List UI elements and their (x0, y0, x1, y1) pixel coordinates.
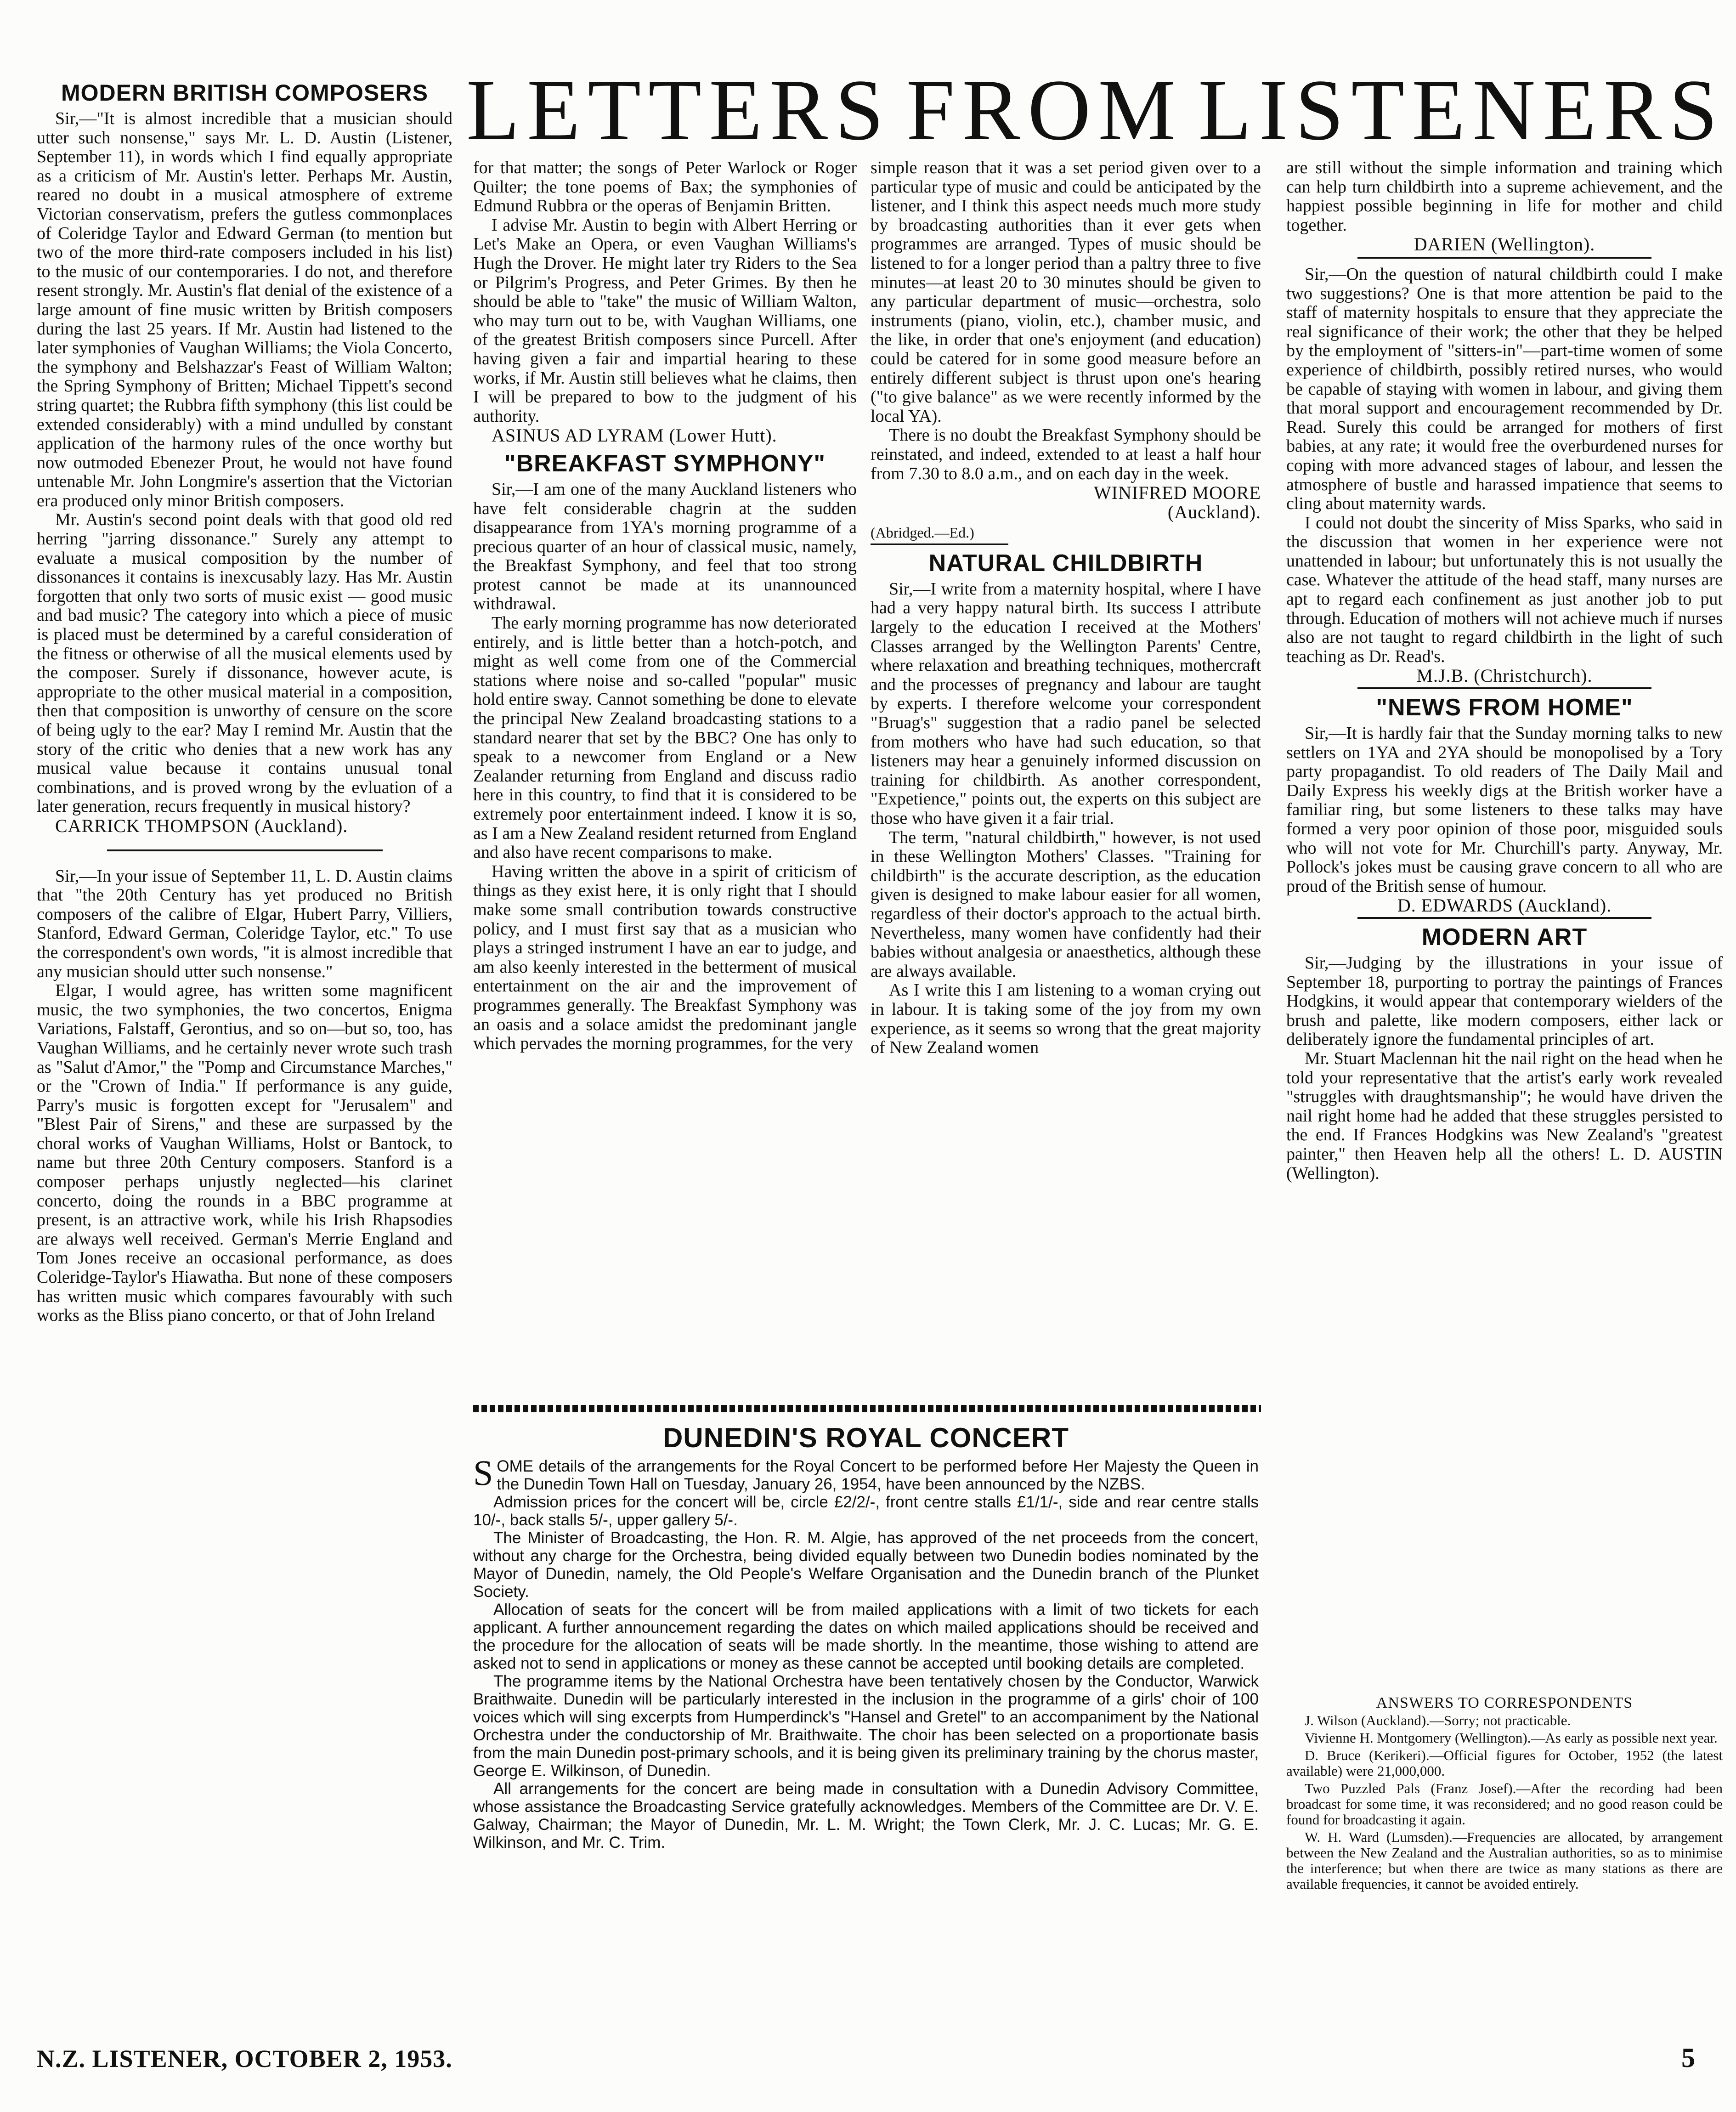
letter-paragraph: I advise Mr. Austin to begin with Albert Herring or Let's Make an Opera, or even Vaughan Williams's Hugh the Drover. He might later try Riders to the Sea or Pilgrim's Progress, and Peter Grimes. By then he should be able to "take" the music of William Walton, who may turn out to be, with Vaughan Williams, one of the greatest British composers since Purcell. After having given a fair and impartial hearing to these works, if Mr. Austin still believes what he claims, then I will be prepared to bow to the judgment of his authority. (473, 215, 857, 426)
letter-paragraph: Sir,—In your issue of September 11, L. D. Austin claims that "the 20th Century has yet produced no British composers of the calibre of Elgar, Hubert Parry, Villiers, Stanford, Edward German, Coleridge Taylor, etc." To use the correspondent's own words, "it is almost incredible that any musician should utter such nonsense." (37, 866, 452, 981)
footer-issue-date: N.Z. LISTENER, OCTOBER 2, 1953. (37, 2045, 452, 2072)
answers-heading: ANSWERS TO CORRESPONDENTS (1376, 1694, 1633, 1711)
letter-paragraph: Sir,—On the question of natural childbirth could I make two suggestions? One is that more attention be paid to the staff of maternity hospitals to ensure that they appreciate the real significance of their work; the other that they be helped by the employment of "sitters-in"—part-time women of some experience of childbirth, possibly retired nurses, who would be capable of staying with women in labour, and giving them that moral support and encouragement recommended by Dr. Read. Surely this could be arranged for mothers of first babies, at any rate; it would free the overburdened nurses for coping with more advanced stages of labour, and lessen the atmosphere of bustle and harassed impatience that seems to cling about maternity wards. (1286, 264, 1723, 514)
concert-top-border (473, 1405, 1261, 1412)
concert-paragraph: Allocation of seats for the concert will be from mailed applications with a limit of two tickets for each applicant. A further announcement regarding the dates on which mailed applications should be received and the procedure for the allocation of seats will be made shortly. In the meantime, those wishing to attend are asked not to send in applications or money as these cannot be accepted until booking details are completed. (473, 1601, 1259, 1672)
letter-signature: WINIFRED MOORE (1094, 482, 1261, 504)
letter-paragraph: Sir,—"It is almost incredible that a musician should utter such nonsense," says Mr. L. D. Austin (Listener, September 11), in words which I find equally appropriate as a criticism of Mr. Austin's letter. Perhaps Mr. Austin, reared no doubt in a musical atmosphere of extreme Victorian conservatism, prefers the gutless commonplaces of Coleridge Taylor and Edward German (to mention but two of the more third-rate composers included in his list) to the music of our contemporaries. I do not, and therefore resent strongly. Mr. Austin's flat denial of the existence of a large amount of fine music written by British composers during the last 25 years. If Mr. Austin had listened to the later symphonies of Vaughan Williams; the Viola Concerto, the symphony and Belshazzar's Feast of William Walton; the Spring Symphony of Britten; Michael Tippett's second string quartet; the Rubbra fifth symphony (this list could be extended considerably) with a mind undulled by constant application of the harmony rules of the once worthy but now outmoded Ebenezer Prout, he would not have found untenable Mr. John Longmire's assertion that the Victorian era produced only minor British composers. (37, 109, 452, 510)
separator-rule (871, 544, 1008, 545)
heading-breakfast-symphony: "BREAKFAST SYMPHONY" (504, 450, 826, 477)
heading-dunedins-royal-concert: DUNEDIN'S ROYAL CONCERT (662, 1422, 1069, 1453)
concert-lead-text: OME details of the arrangements for the Royal Concert to be performed before Her Majesty the Queen in the Dunedin Town Hall on Tuesday, January 26, 1954, have been announced by the NZBS. (497, 1457, 1259, 1493)
concert-article (473, 1420, 1259, 1852)
concert-paragraph: The Minister of Broadcasting, the Hon. R. M. Algie, has approved of the net proceeds from the concert, without any charge for the Orchestra, being divided equally between two Dunedin bodies nominated by the Mayor of Dunedin, namely, the Old People's Welfare Organisation and the Dunedin branch of the Plunket Society. (473, 1529, 1259, 1601)
separator-rule (1357, 917, 1651, 919)
concert-paragraph: Admission prices for the concert will be, circle £2/2/-, front centre stalls £1/1/-, side and rear centre stalls 10/-, back stalls 5/-, upper gallery 5/-. (473, 1493, 1259, 1529)
editor-note: (Abridged.—Ed.) (871, 524, 974, 541)
letter-paragraph: Sir,—I am one of the many Auckland listeners who have felt considerable chagrin at the sudden disappearance from 1YA's morning programme of a precious quarter of an hour of classical music, namely, the Breakfast Symphony, and feel that too strong protest cannot be made at its unannounced withdrawal. (473, 479, 857, 614)
page-banner (466, 62, 1725, 159)
concert-paragraph (473, 1453, 1259, 1493)
heading-news-from-home: "NEWS FROM HOME" (1376, 694, 1633, 721)
column-3 (871, 159, 1261, 1058)
letter-paragraph: are still without the simple information and training which can help turn childbirth into a supreme achievement, and the happiest possible beginning in life for mother and child together. (1286, 158, 1723, 235)
column-4 (1286, 159, 1723, 1183)
drop-cap: S (473, 1453, 493, 1493)
letter-paragraph: Sir,—Judging by the illustrations in your issue of September 18, purporting to portray the paintings of Frances Hodgkins, it would appear that contemporary wielders of the brush and palette, like modern composers, either lack or deliberately ignore the fundamental principles of art. (1286, 953, 1723, 1049)
letter-paragraph: simple reason that it was a set period given over to a particular type of music and could be anticipated by the listener, and I think this aspect needs much more study by broadcasting authorities than it ever gets when programmes are arranged. Types of music should be listened to for a longer period than a paltry three to five minutes—at least 20 to 30 minutes should be given to any particular department of music—orchestra, solo instruments (piano, violin, etc.), chamber music, and the like, in order that one's enjoyment (and education) could be catered for in some good measure before an entirely different subject is thrust upon one's hearing ("to give balance" as we were recently informed by the local YA). (871, 158, 1261, 426)
separator-rule (107, 849, 383, 853)
separator-rule (1357, 257, 1651, 259)
letter-signature-place: (Auckland). (1167, 501, 1261, 522)
letter-paragraph: There is no doubt the Breakfast Symphony should be reinstated, and indeed, extended to at least a half hour from 7.30 to 8.0 a.m., and on each day in the week. (871, 425, 1261, 483)
letter-paragraph: I could not doubt the sincerity of Miss Sparks, who said in the discussion that women in her experience were not unattended in labour; but unfortunately this is not usually the case. Whatever the attitude of the head staff, many nurses are apt to regard each confinement as just another job to put through. Education of mothers will not achieve much if nurses also are not taught to regard childbirth in the light of such teaching as Dr. Read's. (1286, 513, 1723, 666)
letter-signature: D. EDWARDS (Auckland). (1397, 895, 1612, 916)
answer-item: Vivienne H. Montgomery (Wellington).—As early as possible next year. (1305, 1730, 1718, 1746)
banner-word-listeners: LISTENERS (1198, 62, 1725, 159)
letter-paragraph: for that matter; the songs of Peter Warlock or Roger Quilter; the tone poems of Bax; the symphonies of Edmund Rubbra or the operas of Benjamin Britten. (473, 158, 857, 216)
letter-signature: M.J.B. (Christchurch). (1416, 665, 1593, 686)
concert-paragraph: All arrangements for the concert are being made in consultation with a Dunedin Advisory Committee, whose assistance the Broadcasting Service gratefully acknowledges. Members of the Committee are Dr. V. E. Galway, Chairman; the Mayor of Dunedin, Mr. L. M. Wright; the Town Clerk, Mr. J. C. Lucas; Mr. G. E. Wilkinson, and Mr. C. Trim. (473, 1780, 1259, 1852)
letter-paragraph: The term, "natural childbirth," however, is not used in these Wellington Mothers' Classes. "Training for childbirth" is the accurate description, as the education given is designed to make labour easier for all women, regardless of their doctor's approach to the actual birth. Nevertheless, many women have confidently had their babies without analgesia or anaesthetics, although these are always available. (871, 827, 1261, 981)
letter-signature: CARRICK THOMPSON (Auckland). (55, 815, 348, 836)
banner-word-from: FROM (906, 62, 1183, 159)
letter-paragraph: The early morning programme has now deteriorated entirely, and is little better than a hotch-potch, and might as well come from one of the Commercial stations where noise and so-called "popular" music hold entire sway. Cannot something be done to elevate the principal New Zealand broadcasting stations to a standard nearer that set by the BBC? One has only to speak to a newcomer from England or a New Zealander returning from England and discuss radio here in this country, to find that it is considered to be extremely poor entertainment indeed. I know it is so, as I am a New Zealand resident returned from England and also have recent comparisons to make. (473, 613, 857, 862)
page-number: 5 (1681, 2043, 1695, 2073)
answer-item: Two Puzzled Pals (Franz Josef).—After the recording had been broadcast for some time, it was reconsidered; and no good reason could be found for broadcasting it again. (1286, 1780, 1723, 1828)
concert-paragraph: The programme items by the National Orchestra have been tentatively chosen by the Conductor, Warwick Braithwaite. Dunedin will be particularly interested in the inclusion in the programme of a girls' choir of 100 voices which will sing excerpts from Humperdinck's "Hansel and Gretel" to an accompaniment by the National Orchestra under the conductorship of Mr. Braithwaite. The choir has been selected on a proportionate basis from the main Dunedin post-primary schools, and it is being given its preliminary training by the chorus master, George E. Wilkinson, of Dunedin. (473, 1672, 1259, 1780)
column-1 (37, 79, 452, 1325)
answer-item: W. H. Ward (Lumsden).—Frequencies are allocated, by arrangement between the New Zealand and the Australian authorities, so as to minimise the interference; but when there are twice as many stations as there are available frequencies, it cannot be avoided entirely. (1286, 1829, 1723, 1892)
heading-modern-british-composers: MODERN BRITISH COMPOSERS (61, 80, 429, 106)
column-2 (473, 159, 857, 1053)
letter-paragraph: Elgar, I would agree, has written some magnificent music, the two symphonies, the two concertos, Enigma Variations, Falstaff, Gerontius, and so on—but so, too, has Vaughan Williams, and he certainly never wrote such trash as "Salut d'Amor," the "Pomp and Circumstance Marches," or the "Crown of India." If performance is any guide, Parry's music is forgotten except for "Jerusalem" and "Blest Pair of Sirens," and these are surpassed by the choral works of Vaughan Williams, Holst or Bantock, to name but three 20th Century composers. Stanford is a composer perhaps unjustly neglected—his clarinet concerto, doing the rounds in a BBC programme at present, is an attractive work, while his Irish Rhapsodies are always well received. German's Merrie England and Tom Jones receive an occasional performance, as does Coleridge-Taylor's Hiawatha. But none of these composers has written music which compares favourably with such works as the Bliss piano concerto, or that of John Ireland (37, 981, 452, 1325)
letter-signature: DARIEN (Wellington). (1414, 234, 1595, 255)
separator-rule (1357, 687, 1651, 689)
answer-item: J. Wilson (Auckland).—Sorry; not practicable. (1305, 1712, 1571, 1728)
letter-paragraph: Mr. Stuart Maclennan hit the nail right on the head when he told your representative that the artist's early work revealed "struggles with draughtsmanship"; he would have driven the nail right home had he added that these struggles persisted to the end. If Frances Hodgkins was New Zealand's "greatest painter," then Heaven help all the others! L. D. AUSTIN (Wellington). (1286, 1048, 1723, 1183)
heading-modern-art: MODERN ART (1421, 923, 1588, 951)
answer-item: D. Bruce (Kerikeri).—Official figures for October, 1952 (the latest available) were 21,000,000. (1286, 1747, 1723, 1779)
answers-to-correspondents (1286, 1695, 1723, 1894)
letter-paragraph: Sir,—It is hardly fair that the Sunday morning talks to new settlers on 1YA and 2YA should be monopolised by a Tory party propagandist. To old readers of The Daily Mail and Daily Express his weekly digs at the British worker have a familiar ring, but some listeners to these talks may have formed a very poor opinion of those poor, misguided souls who will not vote for Mr. Churchill's party. Anyway, Mr. Pollock's jokes must be causing grave concern to all who are proud of the British sense of humour. (1286, 724, 1723, 896)
letter-signature: ASINUS AD LYRAM (Lower Hutt). (492, 425, 777, 446)
heading-natural-childbirth: NATURAL CHILDBIRTH (928, 549, 1203, 577)
banner-word-letters: LETTERS (466, 62, 891, 159)
letter-paragraph: As I write this I am listening to a woman crying out in labour. It is taking some of the joy from my own experience, as it seems so wrong that the great majority of New Zealand women (871, 980, 1261, 1058)
letter-paragraph: Mr. Austin's second point deals with that good old red herring "jarring dissonance." Surely any attempt to evaluate a musical composition by the number of dissonances it contains is inexcusably lazy. Has Mr. Austin forgotten that only two sorts of music exist — good music and bad music? The category into which a piece of music is placed must be determined by a careful consideration of the fitness or otherwise of all the musical elements used by the composer. Surely if dissonance, however acute, is appropriate to the other musical material in a composition, then that composition is unworthy of censure on the score of being ugly to the ear? May I remind Mr. Austin that the story of the critic who denies that a new work has any musical value because it contains unusual tonal combinations, and is proved wrong by the evluation of a later generation, recurs frequently in musical history? (37, 510, 452, 816)
letter-paragraph: Having written the above in a spirit of criticism of things as they exist here, it is only right that I should make some small contribution towards constructive policy, and I must first say that as a musician who plays a stringed instrument I have an ear to judge, and am also keenly interested in the betterment of musical entertainment on the air and the improvement of programmes generally. The Breakfast Symphony was an oasis and a solace amidst the predominant jangle which pervades the morning programmes, for the very (473, 861, 857, 1053)
letter-paragraph: Sir,—I write from a maternity hospital, where I have had a very happy natural birth. Its success I attribute largely to the education I received at the Mothers' Classes arranged by the Wellington Parents' Centre, where relaxation and breathing techniques, mothercraft and the processes of pregnancy and labour are taught by experts. I therefore welcome your correspondent "Bruag's" suggestion that a radio panel be selected from mothers who have had such education, so that listeners may hear a genuinely informed discussion on training for childbirth. As another correspondent, "Expetience," points out, the experts on this subject are those who have given it a fair trial. (871, 579, 1261, 828)
